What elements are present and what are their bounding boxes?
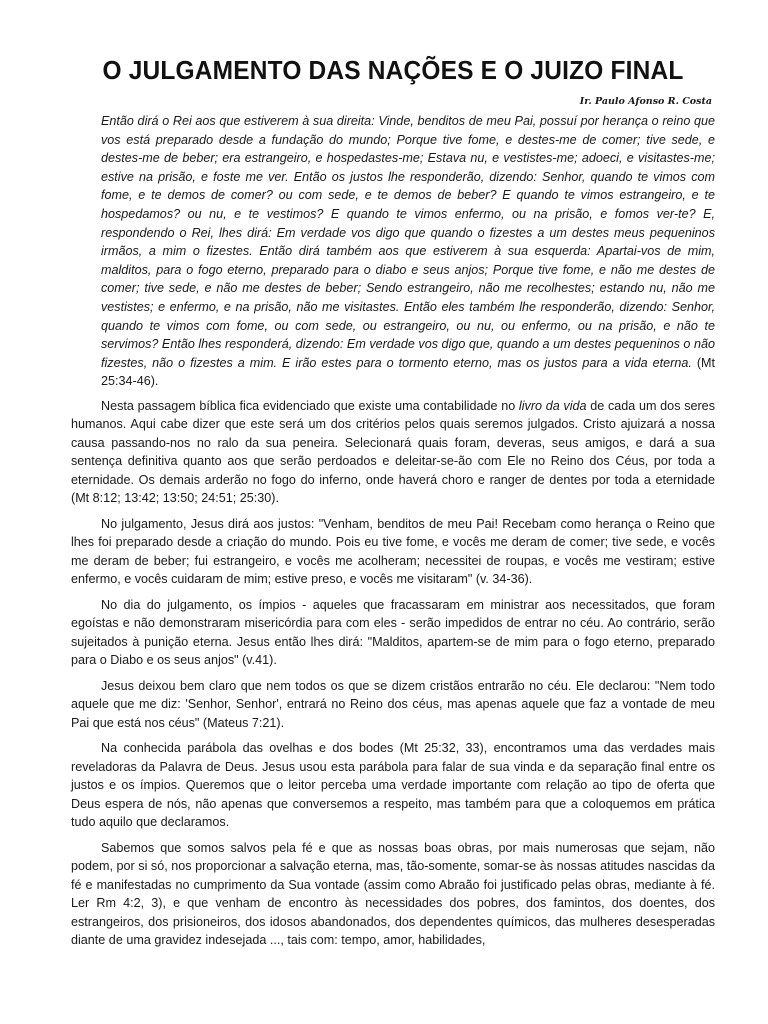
page-title: O JULGAMENTO DAS NAÇÕES E O JUIZO FINAL [102,57,684,85]
paragraph-1-end: de cada um dos seres humanos. Aqui cabe dizer que este será um dos critérios pelos quais seremos julgados. Cristo ajuizará a nossa causa passando-nos no ralo da sua peneira. Selecionará quais foram, deveras, seus amigos, e dará a sua sentença definitiva quanto aos que serão perdoados e deleitar-se-ão com Ele no Reino dos Céus, por toda a eternidade. Os demais arderão no fogo do inferno, onde haverá choro e ranger de dentes por toda a eternidade (Mt 8:12; 13:42; 13:50; 24:51; 25:30). [71,398,715,506]
paragraph-1 [71,397,715,508]
emphasis-livro-da-vida: livro da vida [518,398,587,413]
quote-reference: (Mt 25:34-46). [101,355,716,389]
paragraph-4: Jesus deixou bem claro que nem todos os que se dizem cristãos entrarão no céu. Ele declarou: "Nem todo aquele que me diz: 'Senhor, Senhor', entrará no Reino dos céus, mas apenas aquele que faz a vontade de meu Pai que está nos céus" (Mateus 7:21). [71,678,715,730]
author-signature: Ir. Paulo Afonso R. Costa [579,96,712,107]
paragraph-5: Na conhecida parábola das ovelhas e dos bodes (Mt 25:32, 33), encontramos uma das verdades mais reveladoras da Palavra de Deus. Jesus usou esta parábola para falar de sua vinda e da separação final entre os justos e os ímpios. Queremos que o leitor perceba uma verdade importante com relação ao tipo de oferta que Deus espera de nós, não apenas que conversemos a respeito, mas também para que a coloquemos em prática tudo aquilo que declaramos. [71,741,715,830]
paragraph-2: No julgamento, Jesus dirá aos justos: "Venham, benditos de meu Pai! Recebam como herança o Reino que lhes foi preparado desde a criação do mundo. Pois eu tive fome, e vocês me deram de comer; tive sede, e vocês me deram de beber; fui estrangeiro, e vocês me acolheram; necessitei de roupas, e vocês me vestiram; estive enfermo, e vocês cuidaram de mim; estive preso, e vocês me visitaram" (v. 34-36). [71,516,715,587]
paragraph-6: Sabemos que somos salvos pela fé e que as nossas boas obras, por mais numerosas que sejam, não podem, por si só, nos proporcionar a salvação eterna, mas, tão-somente, somar-se às nossas atitudes nascidas da fé e manifestadas no cumprimento da Sua vontade (assim como Abraão foi justificado pelas obras, mediante à fé. Ler Rm 4:2, 3), e que venham de encontro às necessidades dos pobres, dos famintos, dos doentes, dos estrangeiros, dos prisioneiros, dos idosos abandonados, dos dependentes químicos, das mulheres desesperadas diante de uma gravidez indesejada ..., tais com: tempo, amor, habilidades, [71,840,715,948]
paragraph-1-start: Nesta passagem bíblica fica evidenciado que existe uma contabilidade no [101,398,519,413]
paragraph-3: No dia do julgamento, os ímpios - aqueles que fracassaram em ministrar aos necessitados, que foram egoístas e não demonstraram misericórdia para com eles - serão impedidos de entrar no céu. Ao contrário, serão sujeitados à punição eterna. Jesus então lhes dirá: "Malditos, apartem-se de mim para o fogo eterno, preparado para o Diabo e os seus anjos" (v.41). [71,597,715,668]
quote-text: Então dirá o Rei aos que estiverem à sua direita: Vinde, benditos de meu Pai, possuí por herança o reino que vos está preparado desde a fundação do mundo; Porque tive fome, e destes-me de comer; tive sede, e destes-me de beber; era estrangeiro, e hospedastes-me; Estava nu, e vestistes-me; adoeci, e visitastes-me; estive na prisão, e foste me ver. Então os justos lhe responderão, dizendo: Senhor, quando te vimos com fome, e te demos de comer? ou com sede, e te demos de beber? E quando te vimos estrangeiro, e te hospedamos? ou nu, e te vestimos? E quando te vimos enfermo, ou na prisão, e fomos ver-te? E, respondendo o Rei, lhes dirá: Em verdade vos digo que quando o fizestes a um destes meus pequeninos irmãos, a mim o fizestes. Então dirá também aos que estiverem à sua esquerda: Apartai-vos de mim, malditos, para o fogo eterno, preparado para o diabo e seus anjos; Porque tive fome, e não me destes de comer; tive sede, e não me destes de beber; Sendo estrangeiro, não me recolhestes; estando nu, não me vestistes; e enfermo, e na prisão, não me visitastes. Então eles também lhe responderão, dizendo: Senhor, quando te vimos com fome, ou com sede, ou estrangeiro, ou nu, ou enfermo, ou na prisão, e não te servimos? Então lhes responderá, dizendo: Em verdade vos digo que, quando a um destes pequeninos o não fizestes, não o fizestes a mim. E irão estes para o tormento eterno, mas os justos para a vida eterna. [101,114,715,370]
scripture-quote [101,112,715,391]
